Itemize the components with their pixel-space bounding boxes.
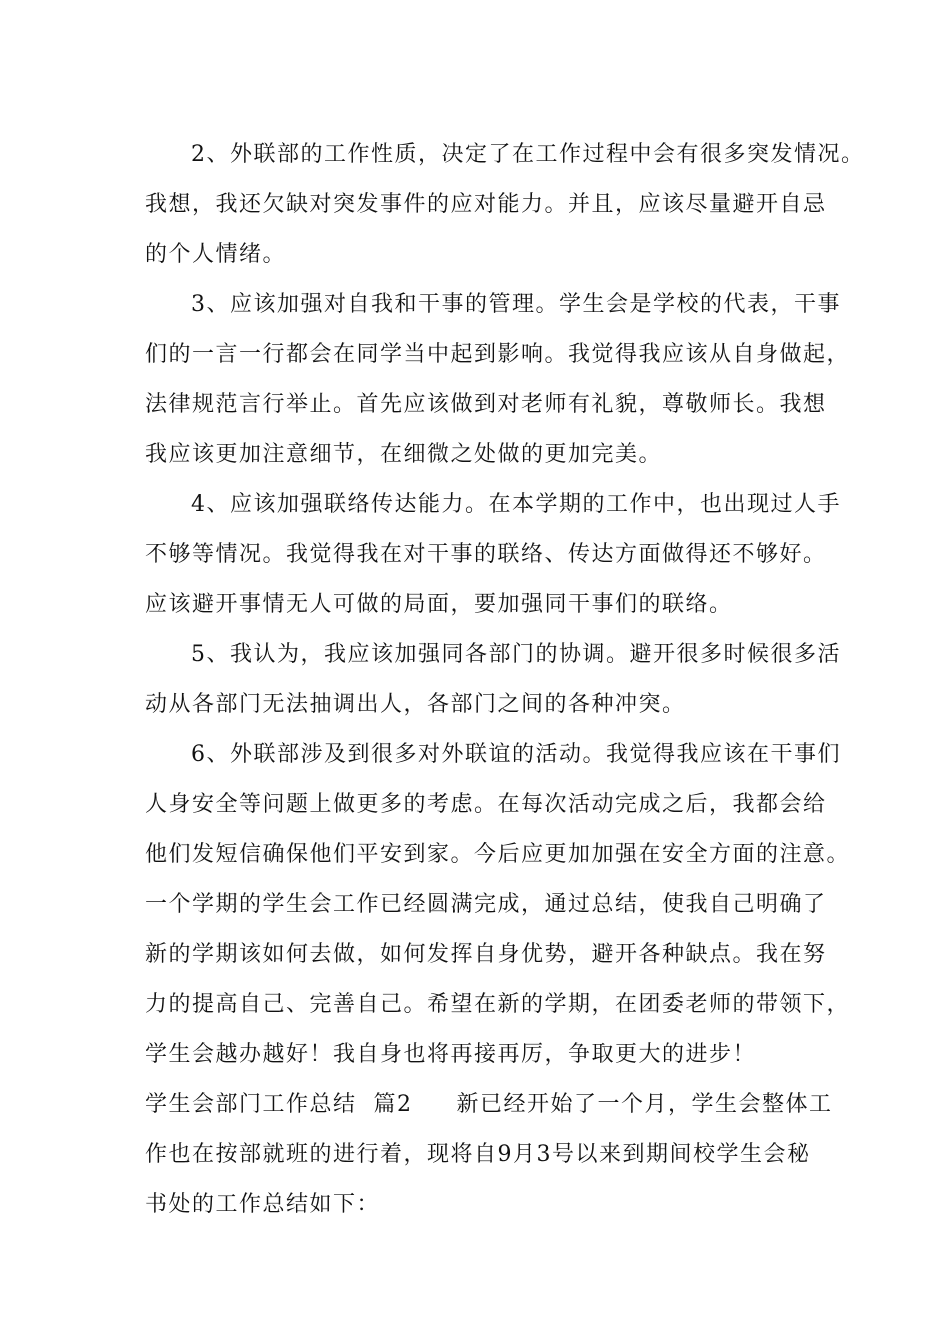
section-heading: 学生会部门工作总结 篇2 [145,1092,413,1117]
paragraph-line: 动从各部门无法抽调出人，各部门之间的各种冲突。 [145,692,686,717]
paragraph-line: 法律规范言行举止。首先应该做到对老师有礼貌，尊敬师长。我想 [145,392,827,417]
paragraph-line: 他们发短信确保他们平安到家。今后应更加加强在安全方面的注意。 [145,842,851,867]
paragraph-line: 不够等情况。我觉得我在对干事的联络、传达方面做得还不够好。 [145,542,827,567]
paragraph-line: 书处的工作总结如下： [145,1192,381,1217]
document-body [145,130,865,1230]
paragraph-line: 作也在按部就班的进行着，现将自9月3号以来到期间校学生会秘 [145,1142,811,1167]
paragraph-line: 的个人情绪。 [145,242,287,267]
paragraph-line: 2、外联部的工作性质，决定了在工作过程中会有很多突发情况。 [191,142,865,167]
paragraph-line: 6、外联部涉及到很多对外联谊的活动。我觉得我应该在干事们 [191,742,841,767]
paragraph-line: 3、应该加强对自我和干事的管理。学生会是学校的代表，干事 [191,292,841,317]
paragraph-line: 应该避开事情无人可做的局面，要加强同干事们的联络。 [145,592,733,617]
paragraph-line: 我应该更加注意细节，在细微之处做的更加完美。 [145,442,663,467]
paragraph-line: 我想，我还欠缺对突发事件的应对能力。并且，应该尽量避开自忌 [145,192,827,217]
paragraph-line: 人身安全等问题上做更多的考虑。在每次活动完成之后，我都会给 [145,792,827,817]
paragraph-line: 4、应该加强联络传达能力。在本学期的工作中，也出现过人手 [191,492,841,517]
paragraph-line: 一个学期的学生会工作已经圆满完成，通过总结，使我自己明确了 [145,892,827,917]
paragraph-line: 新的学期该如何去做，如何发挥自身优势，避开各种缺点。我在努 [145,942,827,967]
paragraph-line: 学生会越办越好！我自身也将再接再厉，争取更大的进步！ [145,1042,757,1067]
paragraph-line: 5、我认为，我应该加强同各部门的协调。避开很多时候很多活 [191,642,841,667]
section-heading-line [145,1080,833,1130]
paragraph-line: 们的一言一行都会在同学当中起到影响。我觉得我应该从自身做起， [145,342,851,367]
paragraph-line: 力的提高自己、完善自己。希望在新的学期，在团委老师的带领下， [145,992,851,1017]
section-first-line: 新已经开始了一个月，学生会整体工 [456,1092,833,1117]
